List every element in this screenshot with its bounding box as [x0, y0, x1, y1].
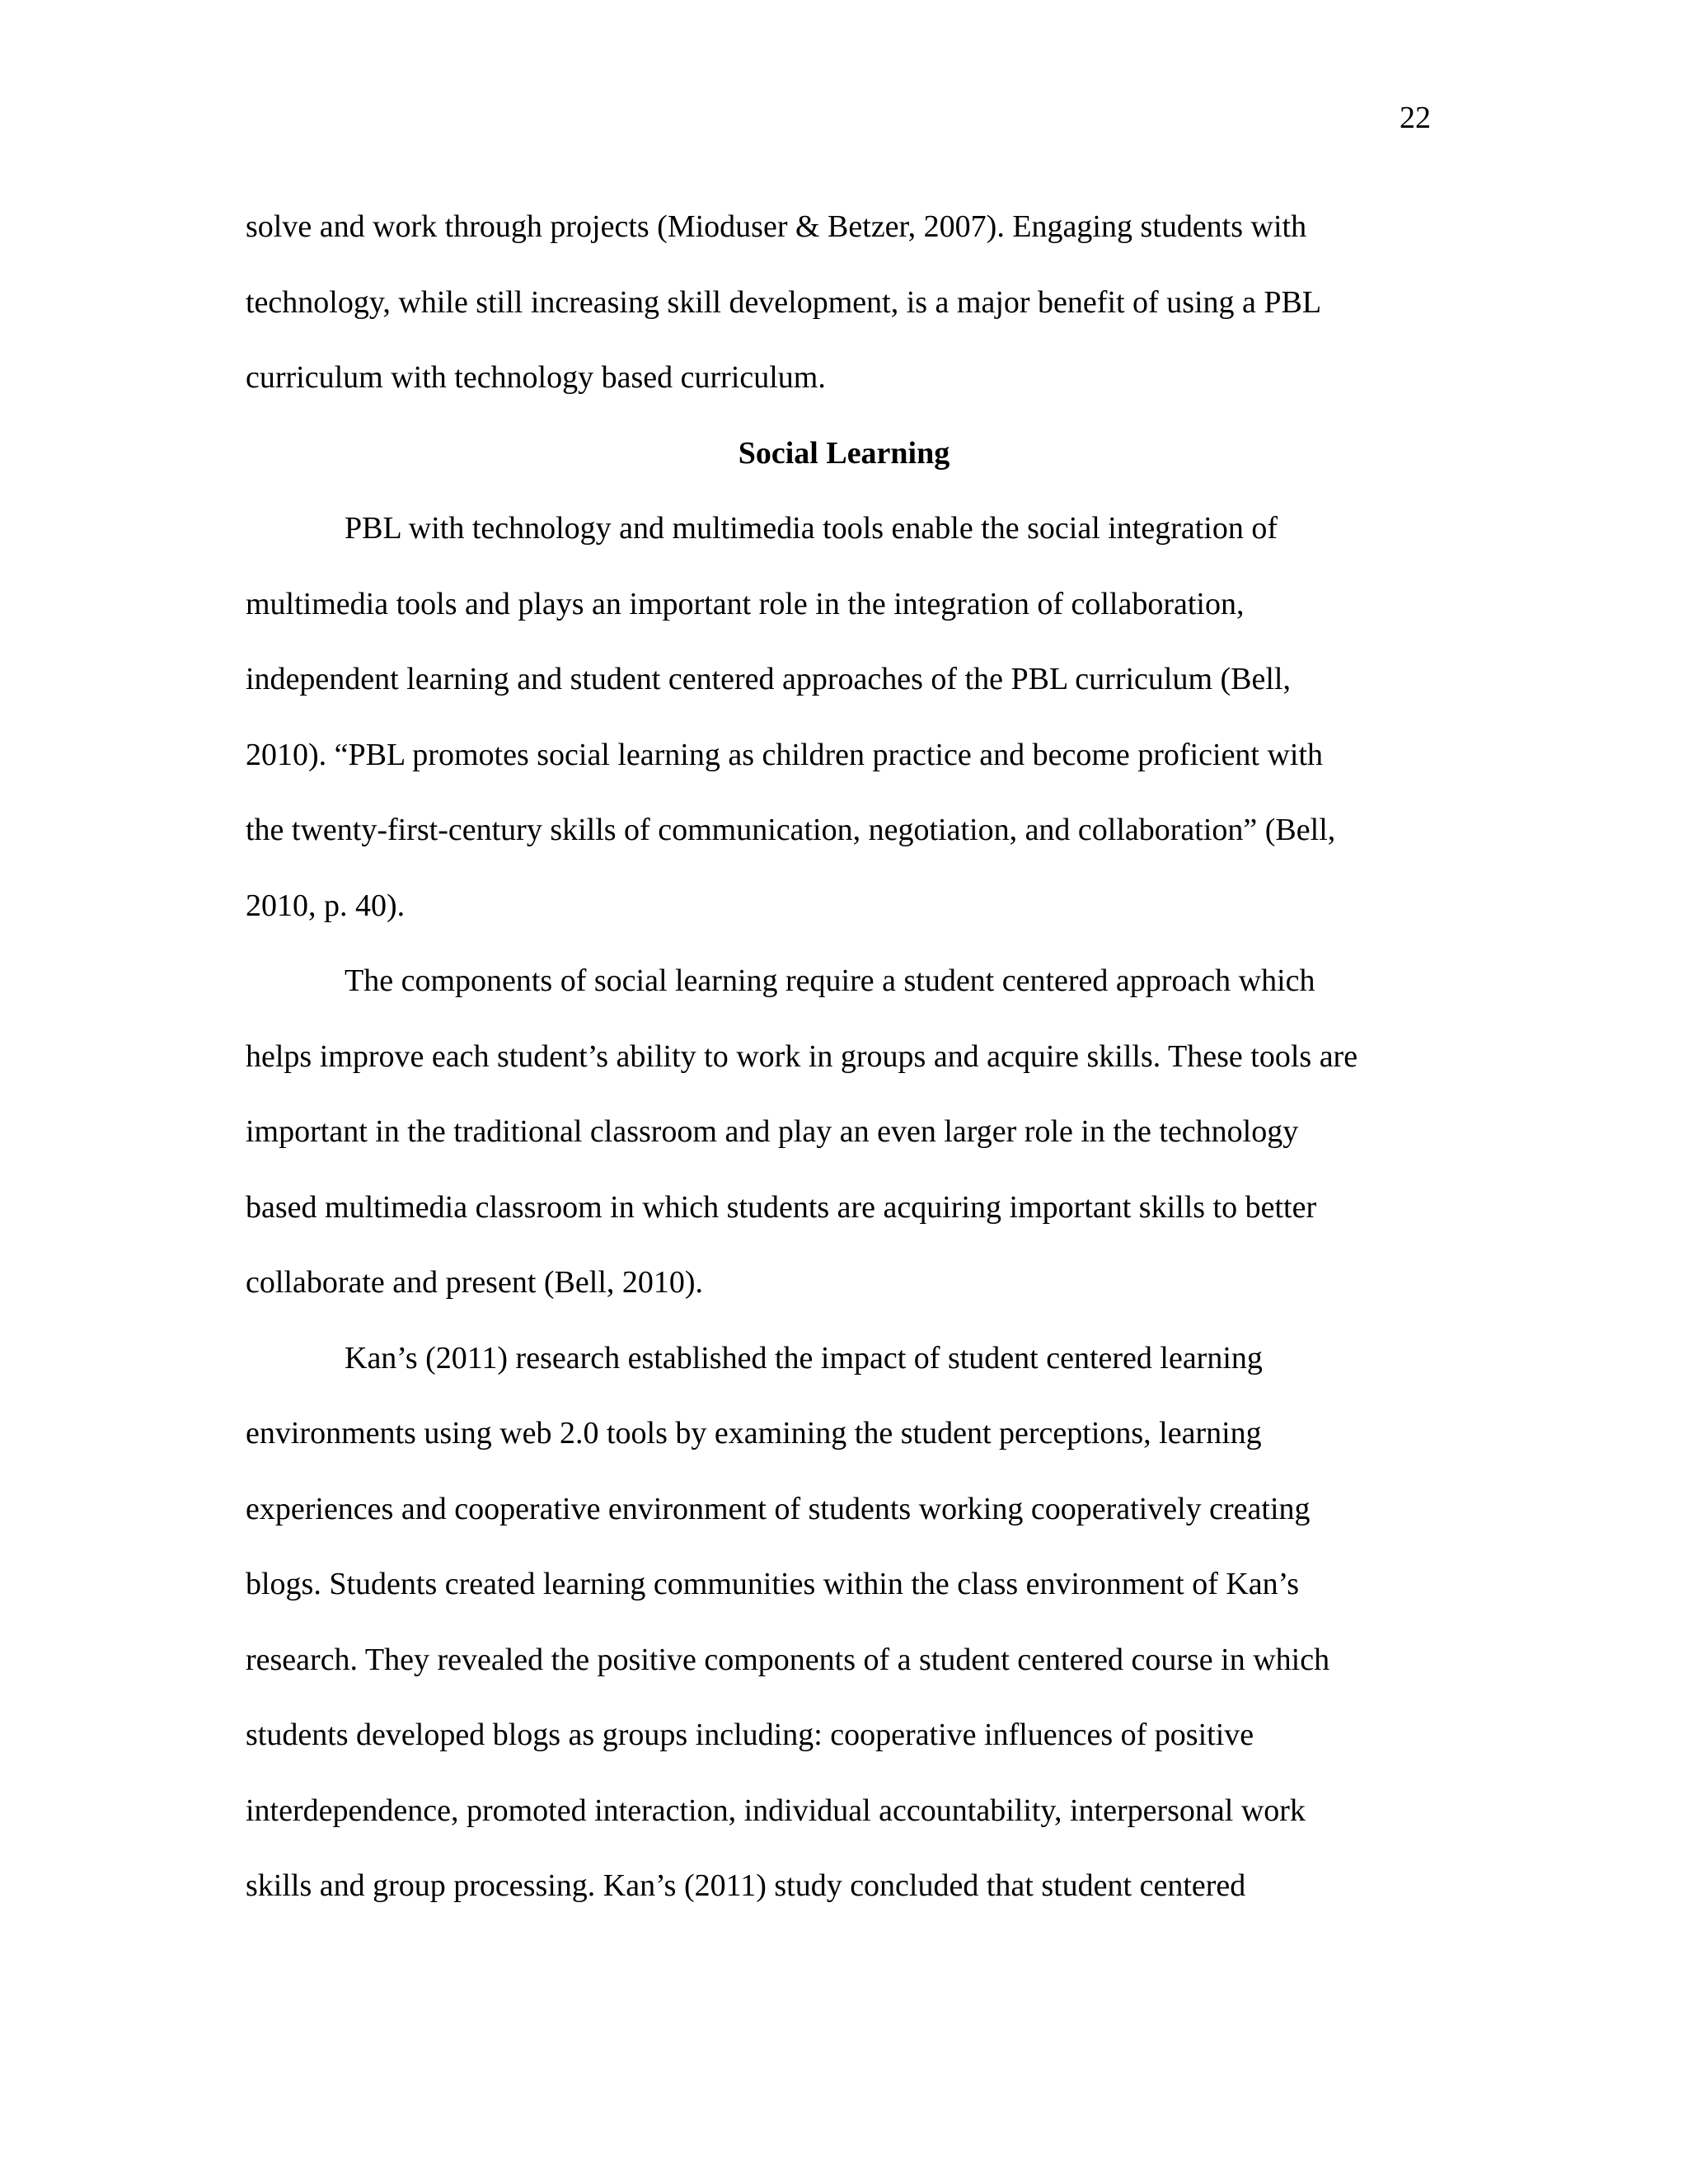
section-heading: Social Learning [738, 435, 950, 471]
text-line: solve and work through projects (Mioduser & Betzer, 2007). Engaging students with [246, 209, 1307, 244]
text-line: technology, while still increasing skill development, is a major benefit of using a PBL [246, 284, 1322, 320]
text-line: helps improve each student’s ability to work in groups and acquire skills. These tools are [246, 1038, 1358, 1074]
text-line: based multimedia classroom in which students are acquiring important skills to better [246, 1189, 1317, 1225]
text-line: Kan’s (2011) research established the impact of student centered learning [345, 1340, 1263, 1376]
text-line: interdependence, promoted interaction, individual accountability, interpersonal work [246, 1793, 1306, 1828]
text-line: students developed blogs as groups including: cooperative influences of positive [246, 1718, 1254, 1752]
text-line: curriculum with technology based curriculum. [246, 360, 826, 395]
text-line: important in the traditional classroom and play an even larger role in the technology [246, 1114, 1299, 1149]
text-line: 2010, p. 40). [246, 888, 406, 923]
document-body [246, 190, 1442, 1924]
text-line: research. They revealed the positive components of a student centered course in which [246, 1642, 1330, 1677]
text-line: blogs. Students created learning communities within the class environment of Kan’s [246, 1567, 1300, 1601]
text-line: independent learning and student centered approaches of the PBL curriculum (Bell, [246, 662, 1291, 696]
text-line: 2010). “PBL promotes social learning as children practice and become proficient with [246, 737, 1324, 772]
text-line: environments using web 2.0 tools by examining the student perceptions, learning [246, 1416, 1262, 1451]
text-line: PBL with technology and multimedia tools enable the social integration of [345, 511, 1278, 546]
text-line: The components of social learning require a student centered approach which [345, 963, 1315, 998]
text-line: collaborate and present (Bell, 2010). [246, 1265, 704, 1300]
text-line: multimedia tools and plays an important role in the integration of collaboration, [246, 586, 1245, 621]
text-line: the twenty-first-century skills of communication, negotiation, and collaboration” (Bell, [246, 813, 1336, 847]
text-line: skills and group processing. Kan’s (2011) study concluded that student centered [246, 1868, 1246, 1903]
page-number: 22 [1400, 101, 1431, 135]
text-line: experiences and cooperative environment of students working cooperatively creating [246, 1491, 1311, 1526]
